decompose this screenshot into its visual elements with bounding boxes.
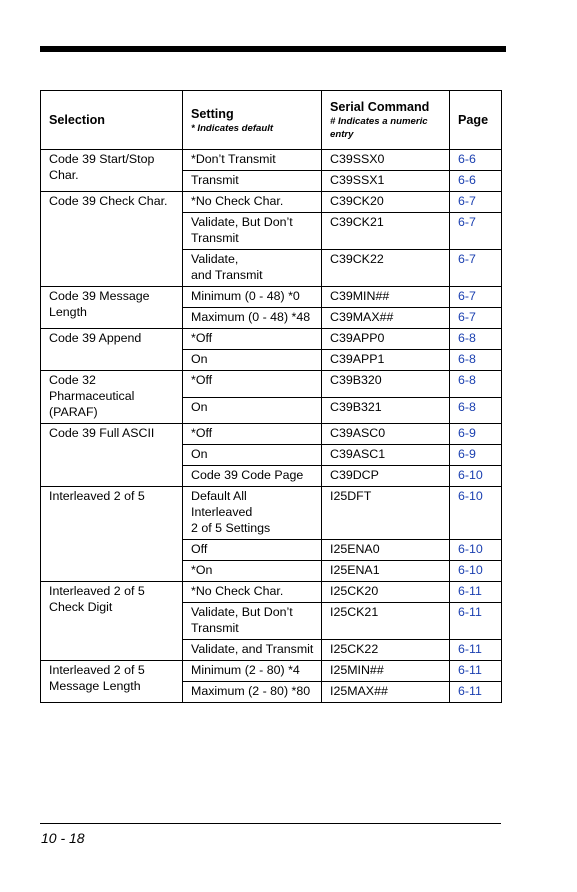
page-reference-link[interactable]: 6-8 [450, 371, 502, 398]
setting-cell: *Off [183, 329, 322, 350]
serial-command-cell: I25MIN## [322, 661, 450, 682]
page-reference-link[interactable]: 6-9 [450, 445, 502, 466]
page-reference-link[interactable]: 6-7 [450, 192, 502, 213]
serial-command-cell: C39B320 [322, 371, 450, 398]
setting-cell: *On [183, 561, 322, 582]
table-row [41, 329, 502, 350]
table-row [41, 371, 502, 398]
selection-cell: Interleaved 2 of 5 [41, 487, 183, 582]
page-reference-link[interactable]: 6-11 [450, 640, 502, 661]
setting-cell: *No Check Char. [183, 192, 322, 213]
page-reference-link[interactable]: 6-11 [450, 661, 502, 682]
serial-command-cell: C39CK20 [322, 192, 450, 213]
serial-command-cell: I25ENA1 [322, 561, 450, 582]
serial-command-cell: C39MAX## [322, 308, 450, 329]
selection-cell: Code 39 Full ASCII [41, 424, 183, 487]
page-reference-link[interactable]: 6-8 [450, 350, 502, 371]
page-reference-link[interactable]: 6-11 [450, 603, 502, 640]
serial-command-cell: I25DFT [322, 487, 450, 540]
page-reference-link[interactable]: 6-9 [450, 424, 502, 445]
serial-command-cell: C39DCP [322, 466, 450, 487]
page-reference-link[interactable]: 6-10 [450, 466, 502, 487]
serial-command-cell: C39CK22 [322, 250, 450, 287]
page-reference-link[interactable]: 6-7 [450, 250, 502, 287]
table-row [41, 150, 502, 171]
header-setting-note: * Indicates default [191, 122, 274, 134]
setting-cell: Minimum (0 - 48) *0 [183, 287, 322, 308]
page-reference-link[interactable]: 6-8 [450, 397, 502, 424]
page-reference-link[interactable]: 6-10 [450, 487, 502, 540]
page-reference-link[interactable]: 6-6 [450, 171, 502, 192]
setting-cell: Validate, But Don’t Transmit [183, 213, 322, 250]
serial-command-cell: I25ENA0 [322, 540, 450, 561]
setting-cell: Maximum (2 - 80) *80 [183, 682, 322, 703]
setting-cell: *No Check Char. [183, 582, 322, 603]
serial-command-cell: C39APP0 [322, 329, 450, 350]
serial-command-cell: I25MAX## [322, 682, 450, 703]
serial-command-cell: C39APP1 [322, 350, 450, 371]
header-serial-command [322, 91, 450, 150]
setting-cell: Validate, and Transmit [183, 250, 322, 287]
page-reference-link[interactable]: 6-7 [450, 287, 502, 308]
page-number: 10 - 18 [41, 830, 85, 846]
serial-command-cell: C39B321 [322, 397, 450, 424]
serial-command-cell: C39SSX0 [322, 150, 450, 171]
page-reference-link[interactable]: 6-7 [450, 213, 502, 250]
page-reference-link[interactable]: 6-8 [450, 329, 502, 350]
bottom-rule [40, 823, 501, 824]
selection-cell: Code 39 Message Length [41, 287, 183, 329]
setting-cell: On [183, 445, 322, 466]
serial-command-cell: C39ASC1 [322, 445, 450, 466]
selection-cell: Code 39 Check Char. [41, 192, 183, 287]
serial-command-cell: I25CK22 [322, 640, 450, 661]
setting-cell: Code 39 Code Page [183, 466, 322, 487]
setting-cell: Transmit [183, 171, 322, 192]
header-serial-note: # Indicates a numeric entry [330, 116, 428, 140]
setting-cell: On [183, 397, 322, 424]
table-row [41, 582, 502, 603]
setting-cell: Maximum (0 - 48) *48 [183, 308, 322, 329]
header-page: Page [450, 91, 502, 150]
table-row [41, 192, 502, 213]
serial-command-cell: C39MIN## [322, 287, 450, 308]
page-reference-link[interactable]: 6-6 [450, 150, 502, 171]
page-reference-link[interactable]: 6-7 [450, 308, 502, 329]
serial-command-cell: C39SSX1 [322, 171, 450, 192]
header-setting-label: Setting [191, 106, 234, 121]
setting-cell: *Off [183, 424, 322, 445]
setting-cell: Off [183, 540, 322, 561]
serial-command-cell: C39ASC0 [322, 424, 450, 445]
table-row [41, 487, 502, 540]
serial-command-table [40, 90, 502, 703]
header-serial-label: Serial Command [330, 100, 430, 114]
page-reference-link[interactable]: 6-11 [450, 682, 502, 703]
selection-cell: Interleaved 2 of 5 Check Digit [41, 582, 183, 661]
selection-cell: Code 39 Start/Stop Char. [41, 150, 183, 192]
serial-command-cell: I25CK20 [322, 582, 450, 603]
top-rule [40, 46, 506, 52]
table-row [41, 287, 502, 308]
page-reference-link[interactable]: 6-10 [450, 540, 502, 561]
setting-cell: On [183, 350, 322, 371]
serial-command-cell: C39CK21 [322, 213, 450, 250]
setting-cell: *Don’t Transmit [183, 150, 322, 171]
table-header-row [41, 91, 502, 150]
table-row [41, 661, 502, 682]
header-selection: Selection [41, 91, 183, 150]
page-reference-link[interactable]: 6-10 [450, 561, 502, 582]
selection-cell: Code 39 Append [41, 329, 183, 371]
selection-cell: Code 32 Pharmaceutical (PARAF) [41, 371, 183, 424]
table-body [41, 150, 502, 703]
setting-cell: Minimum (2 - 80) *4 [183, 661, 322, 682]
selection-cell: Interleaved 2 of 5 Message Length [41, 661, 183, 703]
setting-cell: Validate, But Don’t Transmit [183, 603, 322, 640]
setting-cell: Default All Interleaved 2 of 5 Settings [183, 487, 322, 540]
serial-command-cell: I25CK21 [322, 603, 450, 640]
setting-cell: Validate, and Transmit [183, 640, 322, 661]
page-reference-link[interactable]: 6-11 [450, 582, 502, 603]
table-row [41, 424, 502, 445]
setting-cell: *Off [183, 371, 322, 398]
header-setting [183, 91, 322, 150]
